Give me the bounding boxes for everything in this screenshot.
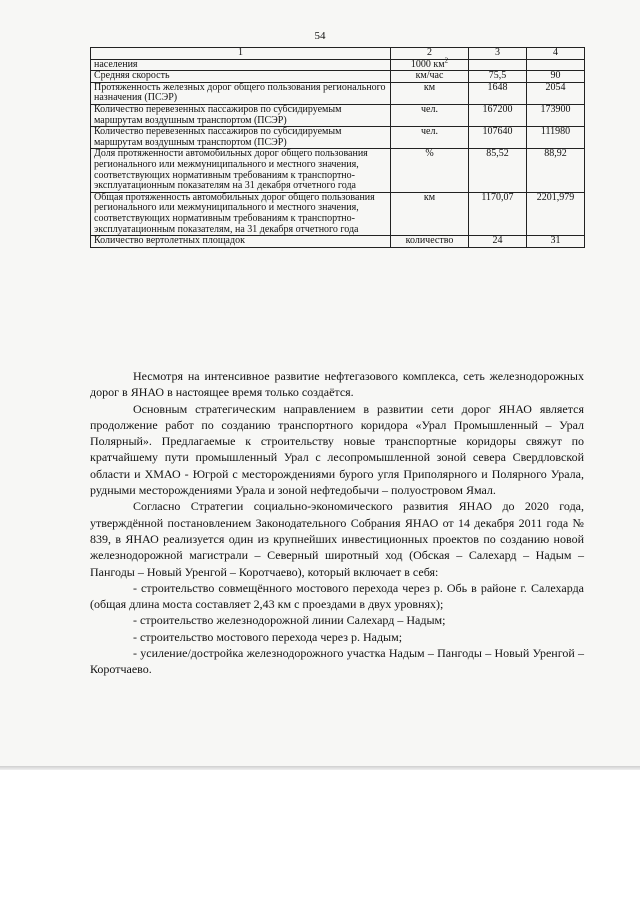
row-label: Количество перевезенных пассажиров по субсидируемым маршрутам воздушным транспортом (ПСЭР) — [91, 104, 391, 126]
row-unit: % — [391, 149, 469, 192]
row-value-4: 2054 — [527, 82, 585, 104]
table-header-row — [91, 48, 585, 60]
row-value-3: 85,52 — [469, 149, 527, 192]
row-value-4 — [527, 59, 585, 71]
paragraph: Согласно Стратегии социально-экономического развития ЯНАО до 2020 года, утверждённой постановлением Законодательного Собрания ЯНАО от 14 декабря 2011 года № 839, в ЯНАО реализуется один из крупнейших инвестиционных проектов по созданию новой железнодорожной магистрали – Северный широтный ход (Обская – Салехард – Надым – Пангоды – Новый Уренгой – Коротчаево), который включает в себя: — [90, 499, 584, 579]
row-value-4: 111980 — [527, 127, 585, 149]
header-cell: 1 — [91, 48, 391, 60]
row-value-3 — [469, 59, 527, 71]
table-row — [91, 59, 585, 71]
page-number: 54 — [314, 30, 326, 42]
row-label: населения — [91, 59, 391, 71]
header-cell: 2 — [391, 48, 469, 60]
header-cell: 3 — [469, 48, 527, 60]
table-row — [91, 82, 585, 104]
paragraph: Основным стратегическим направлением в развитии сети дорог ЯНАО является продолжение работ по созданию транспортного коридора «Урал Промышленный – Урал Полярный». Предлагаемые к строительству новые транспортные коридоры свяжут по кратчайшему пути промышленный Урал с лесопромышленной зоной севера Свердловской области и ХМАО - Югрой с месторождениями бурого угля Приполярного и Полярного Урала, рудными месторождениями Урала и зоной нефтедобычи – полуостровом Ямал. — [90, 401, 584, 498]
row-label: Протяженность железных дорог общего пользования регионального назначения (ПСЭР) — [91, 82, 391, 104]
table-row — [91, 236, 585, 248]
row-value-4: 31 — [527, 236, 585, 248]
list-item: - строительство мостового перехода через р. Надым; — [133, 629, 403, 644]
row-value-3: 107640 — [469, 127, 527, 149]
table-row — [91, 192, 585, 235]
list-item: - строительство железнодорожной линии Салехард – Надым; — [133, 613, 446, 628]
row-label: Количество перевезенных пассажиров по субсидируемым маршрутам воздушным транспортом (ПСЭР) — [91, 127, 391, 149]
row-label: Доля протяженности автомобильных дорог общего пользования регионального или межмуниципального и местного значения, соответствующих нормативным требованиям к транспортно-эксплуатационным показателям на 31 декабря отчетного года — [91, 149, 391, 192]
list-item: - строительство совмещённого мостового перехода через р. Обь в районе г. Салехарда (общая длина моста составляет 2,43 км с проездами в двух уровнях); — [90, 580, 584, 612]
paragraph: Несмотря на интенсивное развитие нефтегазового комплекса, сеть железнодорожных дорог в ЯНАО в настоящее время только создаётся. — [90, 369, 584, 400]
row-value-4: 2201,979 — [527, 192, 585, 235]
list-item: - усиление/достройка железнодорожного участка Надым – Пангоды – Новый Уренгой – Коротчаево. — [90, 646, 584, 677]
row-label: Общая протяженность автомобильных дорог общего пользования регионального или межмуниципального и местного значения, соответствующих нормативным требованиям к транспортно-эксплуатационным показателям, на 31 декабря отчетного года — [91, 192, 391, 235]
table-row — [91, 127, 585, 149]
row-unit: км — [391, 192, 469, 235]
row-value-3: 1170,07 — [469, 192, 527, 235]
scan-edge — [0, 766, 640, 770]
row-value-4: 90 — [527, 71, 585, 83]
row-value-4: 88,92 — [527, 149, 585, 192]
body-text — [90, 368, 584, 678]
header-cell: 4 — [527, 48, 585, 60]
row-unit: км — [391, 82, 469, 104]
row-label: Количество вертолетных площадок — [91, 236, 391, 248]
table-row — [91, 71, 585, 83]
row-unit: количество — [391, 236, 469, 248]
row-value-3: 75,5 — [469, 71, 527, 83]
row-value-3: 1648 — [469, 82, 527, 104]
table-row — [91, 149, 585, 192]
row-label: Средняя скорость — [91, 71, 391, 83]
indicators-table — [90, 47, 585, 248]
row-value-3: 24 — [469, 236, 527, 248]
row-value-3: 167200 — [469, 104, 527, 126]
table-row — [91, 104, 585, 126]
row-unit: км/час — [391, 71, 469, 83]
row-value-4: 173900 — [527, 104, 585, 126]
row-unit: чел. — [391, 127, 469, 149]
row-unit: 1000 $км^2$ — [391, 59, 469, 71]
row-unit: чел. — [391, 104, 469, 126]
